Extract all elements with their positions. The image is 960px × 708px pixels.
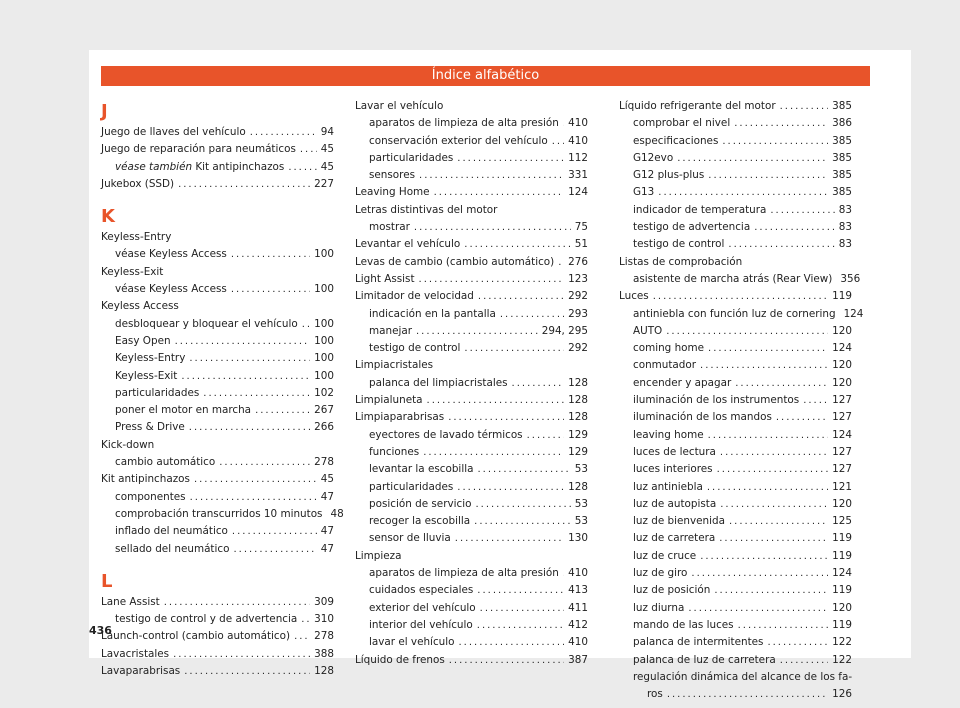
index-subentry: leaving home ..... 124 [619,427,852,444]
index-subentry: componentes ..... 47 [101,489,334,506]
index-subentry: luz de autopista ..... 120 [619,496,852,513]
index-subentry: luz de giro ..... 124 [619,565,852,582]
index-subentry: particularidades ..... 102 [101,385,334,402]
page-title: Índice alfabético [431,68,540,83]
index-subentry: particularidades ..... 112 [355,150,588,167]
index-entry: Levas de cambio (cambio automático) ..... 276 [355,254,588,271]
index-subentry: ros ..... 126 [619,686,852,703]
index-subentry: véase también Kit antipinchazos ..... 45 [101,159,334,176]
index-entry: Light Assist ..... 123 [355,271,588,288]
index-heading: Keyless Access [101,300,179,313]
index-entry: Líquido de frenos ..... 387 [355,652,588,669]
index-entry: Lavacristales ..... 388 [101,646,334,663]
index-heading: Letras distintivas del motor [355,203,498,216]
section-letter-j: J [101,101,108,122]
index-subentry: Keyless-Exit ..... 100 [101,368,334,385]
index-subentry: indicador de temperatura ..... 83 [619,202,852,219]
page-number: 436 [89,624,112,637]
index-subentry: palanca de intermitentes ..... 122 [619,634,852,651]
index-subentry: lavar el vehículo ..... 410 [355,634,588,651]
index-subentry: cambio automático ..... 278 [101,454,334,471]
index-subentry: sellado del neumático ..... 47 [101,541,334,558]
index-subentry: testigo de control y de advertencia ..... 310 [101,611,334,628]
index-subentry: luz de cruce ..... 119 [619,548,852,565]
index-heading: Limpieza [355,549,402,562]
index-subentry: desbloquear y bloquear el vehículo ..... 100 [101,316,334,333]
index-heading: Keyless-Exit [101,265,164,278]
index-entry: Levantar el vehículo ..... 51 [355,236,588,253]
index-subentry: exterior del vehículo ..... 411 [355,600,588,617]
index-column-3 [619,98,864,703]
index-subentry: iluminación de los mandos ..... 127 [619,409,852,426]
index-subentry: testigo de control ..... 83 [619,236,852,253]
index-heading: Lavar el vehículo [355,100,444,112]
index-subentry: conservación exterior del vehículo ..... 410 [355,133,588,150]
index-subentry: regulación dinámica del alcance de los fa- [633,670,853,683]
index-subentry: palanca de luz de carretera ..... 122 [619,652,852,669]
index-subentry: véase Keyless Access ..... 100 [101,281,334,298]
index-entry: Limpiaparabrisas ..... 128 [355,409,588,426]
index-subentry: interior del vehículo ..... 412 [355,617,588,634]
index-subentry: sensor de lluvia ..... 130 [355,530,588,547]
index-heading: Listas de comprobación [619,255,743,268]
index-entry: Leaving Home ..... 124 [355,184,588,201]
index-subentry: testigo de control ..... 292 [355,340,588,357]
index-subentry: coming home ..... 124 [619,340,852,357]
index-subentry: luz de posición ..... 119 [619,582,852,599]
index-entry: Lavaparabrisas ..... 128 [101,663,334,680]
index-subentry: particularidades ..... 128 [355,479,588,496]
index-subentry: G12 plus-plus ..... 385 [619,167,852,184]
index-subentry: cuidados especiales ..... 413 [355,582,588,599]
index-subentry: indicación en la pantalla ..... 293 [355,306,588,323]
index-subentry: comprobar el nivel ..... 386 [619,115,852,132]
index-subentry: antiniebla con función luz de cornering 124 [633,307,864,320]
index-subentry: funciones ..... 129 [355,444,588,461]
index-subentry: Keyless-Entry ..... 100 [101,350,334,367]
index-subentry: manejar ..... 294, 295 [355,323,588,340]
index-subentry: aparatos de limpieza de alta presión ..... 410 [355,565,588,582]
index-subentry: sensores ..... 331 [355,167,588,184]
index-entry: Luces ..... 119 [619,288,852,305]
page-header [101,66,870,86]
index-subentry: recoger la escobilla ..... 53 [355,513,588,530]
index-subentry: posición de servicio ..... 53 [355,496,588,513]
index-entry: Juego de llaves del vehículo ..... 94 [101,124,334,141]
index-subentry: inflado del neumático ..... 47 [101,523,334,540]
index-subentry: palanca del limpiacristales ..... 128 [355,375,588,392]
index-subentry: mando de las luces ..... 119 [619,617,852,634]
index-subentry: luz diurna ..... 120 [619,600,852,617]
index-subentry: comprobación transcurridos 10 minutos 48 [115,507,344,520]
index-heading: Limpiacristales [355,359,434,372]
index-subentry: véase Keyless Access ..... 100 [101,246,334,263]
section-letter-k: K [101,206,115,228]
index-subentry: aparatos de limpieza de alta presión ..... 410 [355,115,588,132]
index-entry: Kit antipinchazos ..... 45 [101,471,334,488]
index-column-2 [355,98,588,669]
index-entry: Lane Assist ..... 309 [101,594,334,611]
index-subentry: conmutador ..... 120 [619,357,852,374]
index-entry: Jukebox (SSD) ..... 227 [101,176,334,193]
index-subentry: especificaciones ..... 385 [619,133,852,150]
index-subentry: testigo de advertencia ..... 83 [619,219,852,236]
index-subentry: AUTO ..... 120 [619,323,852,340]
index-subentry: luz de bienvenida ..... 125 [619,513,852,530]
index-entry: Limpialuneta ..... 128 [355,392,588,409]
index-entry: Limitador de velocidad ..... 292 [355,288,588,305]
index-subentry: eyectores de lavado térmicos ..... 129 [355,427,588,444]
index-subentry: encender y apagar ..... 120 [619,375,852,392]
index-entry: Launch-control (cambio automático) ..... 278 [101,628,334,645]
index-page [89,50,911,701]
index-subentry: poner el motor en marcha ..... 267 [101,402,334,419]
index-entry: Líquido refrigerante del motor ..... 385 [619,98,852,115]
section-letter-l: L [101,570,113,592]
index-subentry: Easy Open ..... 100 [101,333,334,350]
index-subentry: mostrar ..... 75 [355,219,588,236]
index-column-1 [101,98,344,680]
index-subentry: Press & Drive ..... 266 [101,419,334,436]
index-heading: Keyless-Entry [101,231,172,244]
index-subentry: luz de carretera ..... 119 [619,530,852,547]
index-subentry: levantar la escobilla ..... 53 [355,461,588,478]
index-subentry: luz antiniebla ..... 121 [619,479,852,496]
index-subentry: luces interiores ..... 127 [619,461,852,478]
index-subentry: G13 ..... 385 [619,184,852,201]
index-subentry: asistente de marcha atrás (Rear View) 356 [633,272,861,285]
index-subentry: luces de lectura ..... 127 [619,444,852,461]
index-heading: Kick-down [101,438,155,451]
index-subentry: iluminación de los instrumentos ..... 127 [619,392,852,409]
index-entry: Juego de reparación para neumáticos ..... 45 [101,141,334,158]
index-subentry: G12evo ..... 385 [619,150,852,167]
